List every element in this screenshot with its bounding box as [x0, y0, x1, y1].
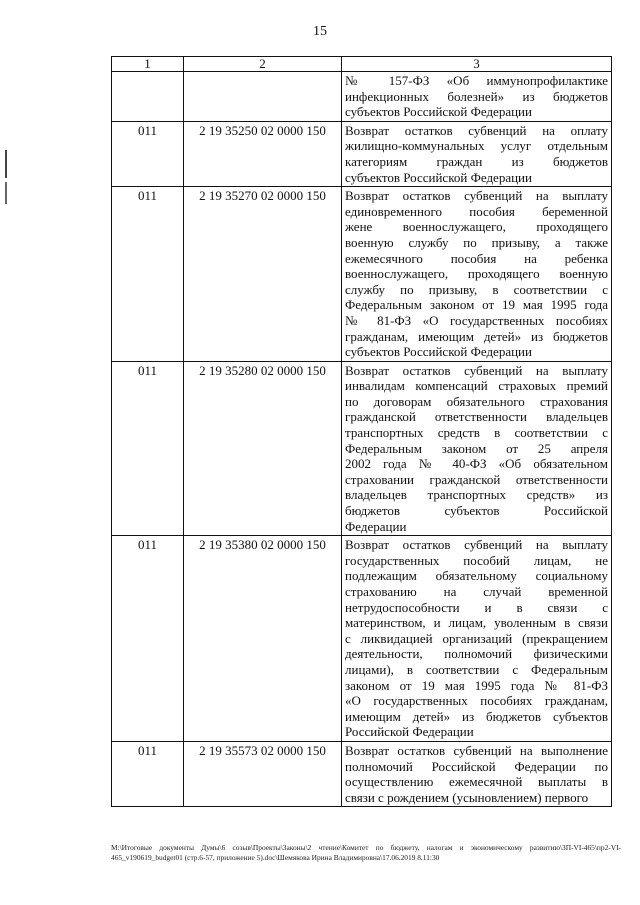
description-cell	[342, 72, 612, 122]
description-line: инфекционных болезней» из бюджетов	[345, 88, 608, 104]
description-line: страховании гражданской ответственности	[345, 471, 608, 487]
description-line: Возврат остатков субвенций на выплату	[345, 188, 608, 204]
description-line: военную службу по призыву, а также	[345, 234, 608, 250]
kbk-code-cell: 2 19 35250 02 0000 150	[184, 121, 342, 186]
description-line: Федерации	[345, 518, 407, 534]
description-line: деятельности, полномочий физическими	[345, 646, 608, 662]
description-line: инвалидам компенсаций страховых премий	[345, 378, 608, 394]
kbk-code-cell: 2 19 35573 02 0000 150	[184, 741, 342, 806]
description-line: страхованию на случай временной	[345, 584, 608, 599]
admin-code-cell: 011	[112, 741, 184, 806]
description-line: службу по призыву, в соответствии с	[345, 281, 608, 297]
margin-mark	[5, 150, 7, 178]
description-line: субъектов Российской Федерации	[345, 104, 532, 120]
page-number: 15	[313, 24, 327, 39]
kbk-code-cell: 2 19 35270 02 0000 150	[184, 187, 342, 362]
description-line: жене военнослужащего, проходящего	[345, 219, 608, 235]
kbk-code-cell: 2 19 35380 02 0000 150	[184, 536, 342, 742]
description-line: Возврат остатков субвенций на выплату	[345, 537, 608, 553]
admin-code-cell: 011	[112, 121, 184, 186]
budget-code-table	[111, 56, 612, 807]
description-line: № 157-ФЗ «Об иммунопрофилактике	[345, 73, 608, 88]
description-line: связи с рождением (усыновлением) первого	[345, 789, 589, 805]
description-line: жилищно-коммунальных услуг отдельным	[345, 138, 608, 154]
description-line: Федеральным законом от 19 мая 1995 года	[345, 297, 608, 313]
column-header-3: 3	[342, 57, 612, 72]
description-line: категориям граждан из бюджетов	[345, 153, 608, 169]
description-cell	[342, 121, 612, 186]
description-line: ежемесячного пособия на ребенка	[345, 250, 608, 266]
description-line: подлежащим обязательному социальному	[345, 568, 608, 584]
description-line: государственных пособий лицам, не	[345, 552, 608, 568]
table-row	[112, 536, 612, 742]
description-line: субъектов Российской Федерации	[345, 344, 532, 360]
description-cell	[342, 536, 612, 742]
description-line: нетрудоспособности и в связи с	[345, 599, 608, 615]
description-line: гражданам, имеющим детей» из бюджетов	[345, 328, 608, 344]
admin-code-cell: 011	[112, 361, 184, 536]
description-line: единовременного пособия беременной	[345, 203, 608, 219]
table-row-continuation	[112, 72, 612, 122]
column-header-1: 1	[112, 57, 184, 72]
description-line: с ликвидацией организаций (прекращением	[345, 630, 608, 646]
table-header-row	[112, 57, 612, 72]
admin-code-cell: 011	[112, 536, 184, 742]
description-line: субъектов Российской Федерации	[345, 169, 532, 185]
table-row	[112, 741, 612, 806]
description-line: осуществлению ежемесячной выплаты в	[345, 774, 608, 790]
description-line: транспортных средств в соответствии с	[345, 425, 608, 441]
description-line: военнослужащего, проходящего военную	[345, 266, 608, 282]
description-cell	[342, 187, 612, 362]
document-path-footer: M:\Итоговые документы Думы\6 созыв\Проекты\Законы\2 чтение\Комитет по бюджету, налогам и экономическому развитию\ЗП-VI-465\пр2-VI-465_v190619_budget01 (стр.6-57, приложение 5).doc\Шемякова Ирина Владимировна\17.06.2019 8.11:30	[111, 843, 621, 862]
description-cell	[342, 741, 612, 806]
description-line: Федеральным законом от 25 апреля	[345, 440, 608, 456]
description-line: «О государственных пособиях гражданам,	[345, 693, 608, 709]
margin-mark	[5, 182, 7, 204]
description-line: по договорам обязательного страхования	[345, 393, 608, 409]
column-header-2: 2	[184, 57, 342, 72]
description-line: владельцев транспортных средств» из	[345, 487, 608, 503]
admin-code-cell: 011	[112, 187, 184, 362]
description-line: лицами), в соответствии с Федеральным	[345, 661, 608, 677]
admin-code-cell	[112, 72, 184, 122]
description-line: гражданской ответственности владельцев	[345, 409, 608, 425]
description-line: законом от 19 мая 1995 года № 81-ФЗ	[345, 677, 608, 693]
description-line: Возврат остатков субвенций на выполнение	[345, 742, 608, 758]
description-line: Возврат остатков субвенций на оплату	[345, 122, 608, 138]
description-line: 2002 года № 40-ФЗ «Об обязательном	[345, 456, 608, 472]
description-line: имеющим детей» из бюджетов субъектов	[345, 708, 608, 724]
description-cell	[342, 361, 612, 536]
description-line: полномочий Российской Федерации по	[345, 758, 608, 774]
kbk-code-cell	[184, 72, 342, 122]
table-row	[112, 121, 612, 186]
description-line: № 81-ФЗ «О государственных пособиях	[345, 312, 608, 328]
description-line: Возврат остатков субвенций на выплату	[345, 362, 608, 378]
table-row	[112, 361, 612, 536]
description-line: бюджетов субъектов Российской	[345, 503, 608, 519]
table-row	[112, 187, 612, 362]
kbk-code-cell: 2 19 35280 02 0000 150	[184, 361, 342, 536]
description-line: Российской Федерации	[345, 724, 474, 740]
description-line: материнством, и лицам, уволенным в связи	[345, 615, 608, 631]
